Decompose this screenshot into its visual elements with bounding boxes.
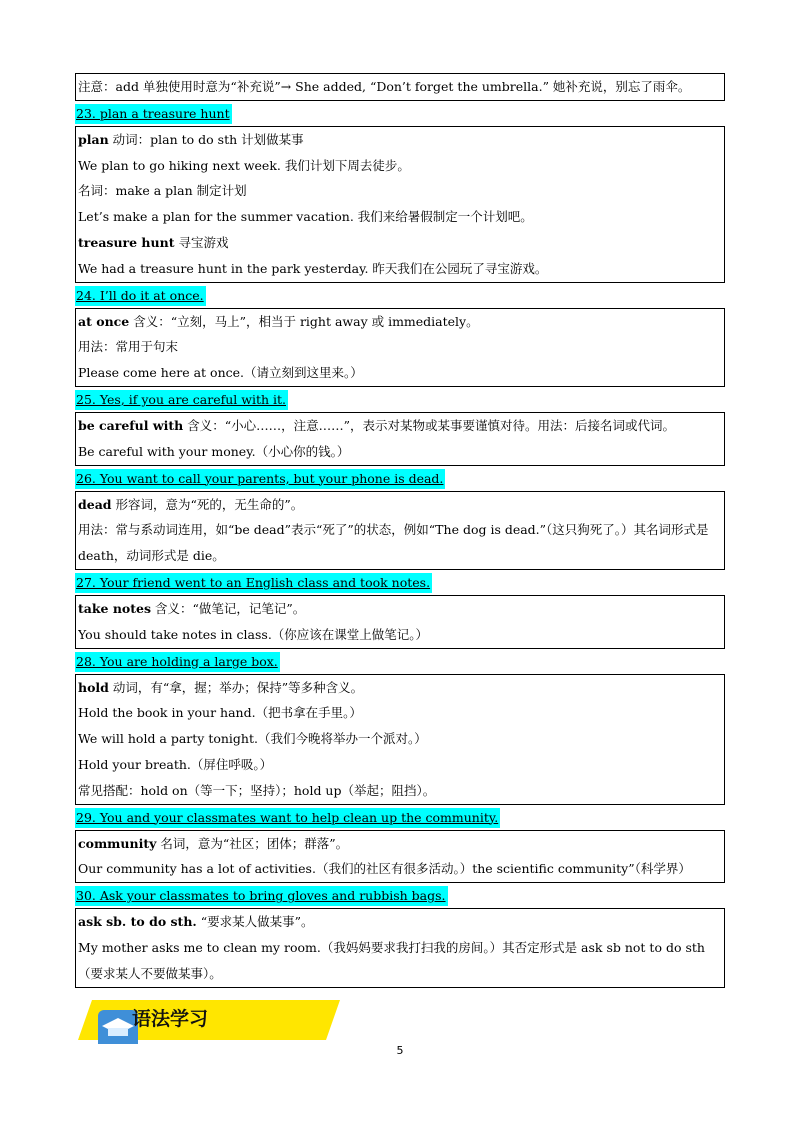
section-heading-row xyxy=(75,570,725,595)
page-number: 5 xyxy=(396,1044,404,1057)
banner-shape xyxy=(78,996,340,1044)
section-box xyxy=(75,491,725,570)
banner-title: 语法学习 xyxy=(132,1008,209,1030)
document-page xyxy=(75,73,725,988)
term: treasure hunt xyxy=(78,234,175,250)
line-text: 含义：“小心……，注意……”，表示对某物或某事要谨慎对待。用法：后接名词或代词。 xyxy=(183,417,675,433)
line-text: Please come here at once.（请立刻到这里来。） xyxy=(78,365,363,381)
section-box xyxy=(75,126,725,283)
section-line xyxy=(78,178,722,204)
section-line xyxy=(78,204,722,230)
section-line xyxy=(78,856,722,882)
line-text: 含义：“做笔记，记笔记”。 xyxy=(151,600,306,616)
line-text: “要求某人做某事”。 xyxy=(196,914,314,930)
section-heading-row xyxy=(75,283,725,308)
line-text: 形容词，意为“死的，无生命的”。 xyxy=(111,496,304,512)
section-line xyxy=(78,622,722,648)
section-line xyxy=(78,752,722,778)
section-heading-row xyxy=(75,805,725,830)
section-box xyxy=(75,830,725,884)
section-line xyxy=(78,360,722,386)
line-text: 名词，意为“社区；团体；群落”。 xyxy=(156,835,349,851)
section-line xyxy=(78,909,722,935)
section-heading: 30. Ask your classmates to bring gloves and rubbish bags. xyxy=(75,886,448,906)
section-line xyxy=(78,517,722,569)
line-text: Our community has a lot of activities.（我们的社区有很多活动。）the scientific community”（科学界） xyxy=(78,861,691,877)
line-text: 动词：plan to do sth 计划做某事 xyxy=(108,131,304,147)
section-line xyxy=(78,700,722,726)
line-text: 用法：常与系动词连用，如“be dead”表示“死了”的状态，例如“The dog is dead.”（这只狗死了。）其名词形式是 death，动词形式是 die。 xyxy=(78,522,709,564)
section-line xyxy=(78,726,722,752)
line-text: 寻宝游戏 xyxy=(174,234,229,250)
line-text: 用法：常用于句末 xyxy=(78,339,179,355)
line-text: Let’s make a plan for the summer vacation. 我们来给暑假制定一个计划吧。 xyxy=(78,209,533,225)
line-text: We will hold a party tonight.（我们今晚将举办一个派对。） xyxy=(78,731,427,747)
term: at once xyxy=(78,313,130,329)
section-box xyxy=(75,412,725,466)
section-line xyxy=(78,334,722,360)
section-heading: 27. Your friend went to an English class and took notes. xyxy=(75,573,432,593)
line-text: 动词，有“拿，握；举办；保持”等多种含义。 xyxy=(108,679,364,695)
line-text: You should take notes in class.（你应该在课堂上做笔记。） xyxy=(78,626,429,642)
section-line xyxy=(78,230,722,256)
line-text: My mother asks me to clean my room.（我妈妈要求我打扫我的房间。）其否定形式是 ask sb not to do sth（要求某人不要做某事）。 xyxy=(78,939,705,981)
top-note-text: 注意：add 单独使用时意为“补充说”→ She added, “Don’t forget the umbrella.” 她补充说，别忘了雨伞。 xyxy=(78,79,691,94)
section-heading: 23. plan a treasure hunt xyxy=(75,104,232,124)
section-heading: 29. You and your classmates want to help clean up the community. xyxy=(75,808,500,828)
section-line xyxy=(78,413,722,439)
line-text: Be careful with your money.（小心你的钱。） xyxy=(78,443,350,459)
section-line xyxy=(78,153,722,179)
section-line xyxy=(78,778,722,804)
section-box xyxy=(75,674,725,805)
section-box xyxy=(75,595,725,649)
top-note-box xyxy=(75,73,725,101)
term: ask sb. to do sth. xyxy=(78,914,197,930)
grammar-banner xyxy=(78,996,340,1044)
term: be careful with xyxy=(78,417,184,433)
line-text: 常见搭配：hold on（等一下；坚持）；hold up（举起；阻挡）。 xyxy=(78,782,436,798)
section-line xyxy=(78,596,722,622)
term: plan xyxy=(78,131,109,147)
section-line xyxy=(78,439,722,465)
line-text: Hold your breath.（屏住呼吸。） xyxy=(78,756,273,772)
section-heading-row xyxy=(75,387,725,412)
section-heading-row xyxy=(75,101,725,126)
line-text: Hold the book in your hand.（把书拿在手里。） xyxy=(78,705,362,721)
graduation-cap-base xyxy=(108,1028,128,1036)
section-heading: 25. Yes, if you are careful with it. xyxy=(75,390,288,410)
section-line xyxy=(78,675,722,701)
term: community xyxy=(78,835,157,851)
section-heading-row xyxy=(75,649,725,674)
section-line xyxy=(78,256,722,282)
line-text: We had a treasure hunt in the park yesterday. 昨天我们在公园玩了寻宝游戏。 xyxy=(78,260,548,276)
section-line xyxy=(78,309,722,335)
line-text: 含义：“立刻，马上”，相当于 right away 或 immediately。 xyxy=(129,313,479,329)
line-text: We plan to go hiking next week. 我们计划下周去徒步。 xyxy=(78,157,410,173)
section-heading-row xyxy=(75,883,725,908)
section-box xyxy=(75,908,725,987)
sections-container xyxy=(75,101,725,988)
term: dead xyxy=(78,496,112,512)
term: take notes xyxy=(78,600,152,616)
section-heading: 26. You want to call your parents, but your phone is dead. xyxy=(75,469,445,489)
section-box xyxy=(75,308,725,387)
section-line xyxy=(78,127,722,153)
term: hold xyxy=(78,679,109,695)
section-line xyxy=(78,492,722,518)
section-line xyxy=(78,831,722,857)
line-text: 名词：make a plan 制定计划 xyxy=(78,183,247,199)
section-heading-row xyxy=(75,466,725,491)
section-heading: 24. I’ll do it at once. xyxy=(75,286,206,306)
section-heading: 28. You are holding a large box. xyxy=(75,652,280,672)
section-line xyxy=(78,935,722,987)
